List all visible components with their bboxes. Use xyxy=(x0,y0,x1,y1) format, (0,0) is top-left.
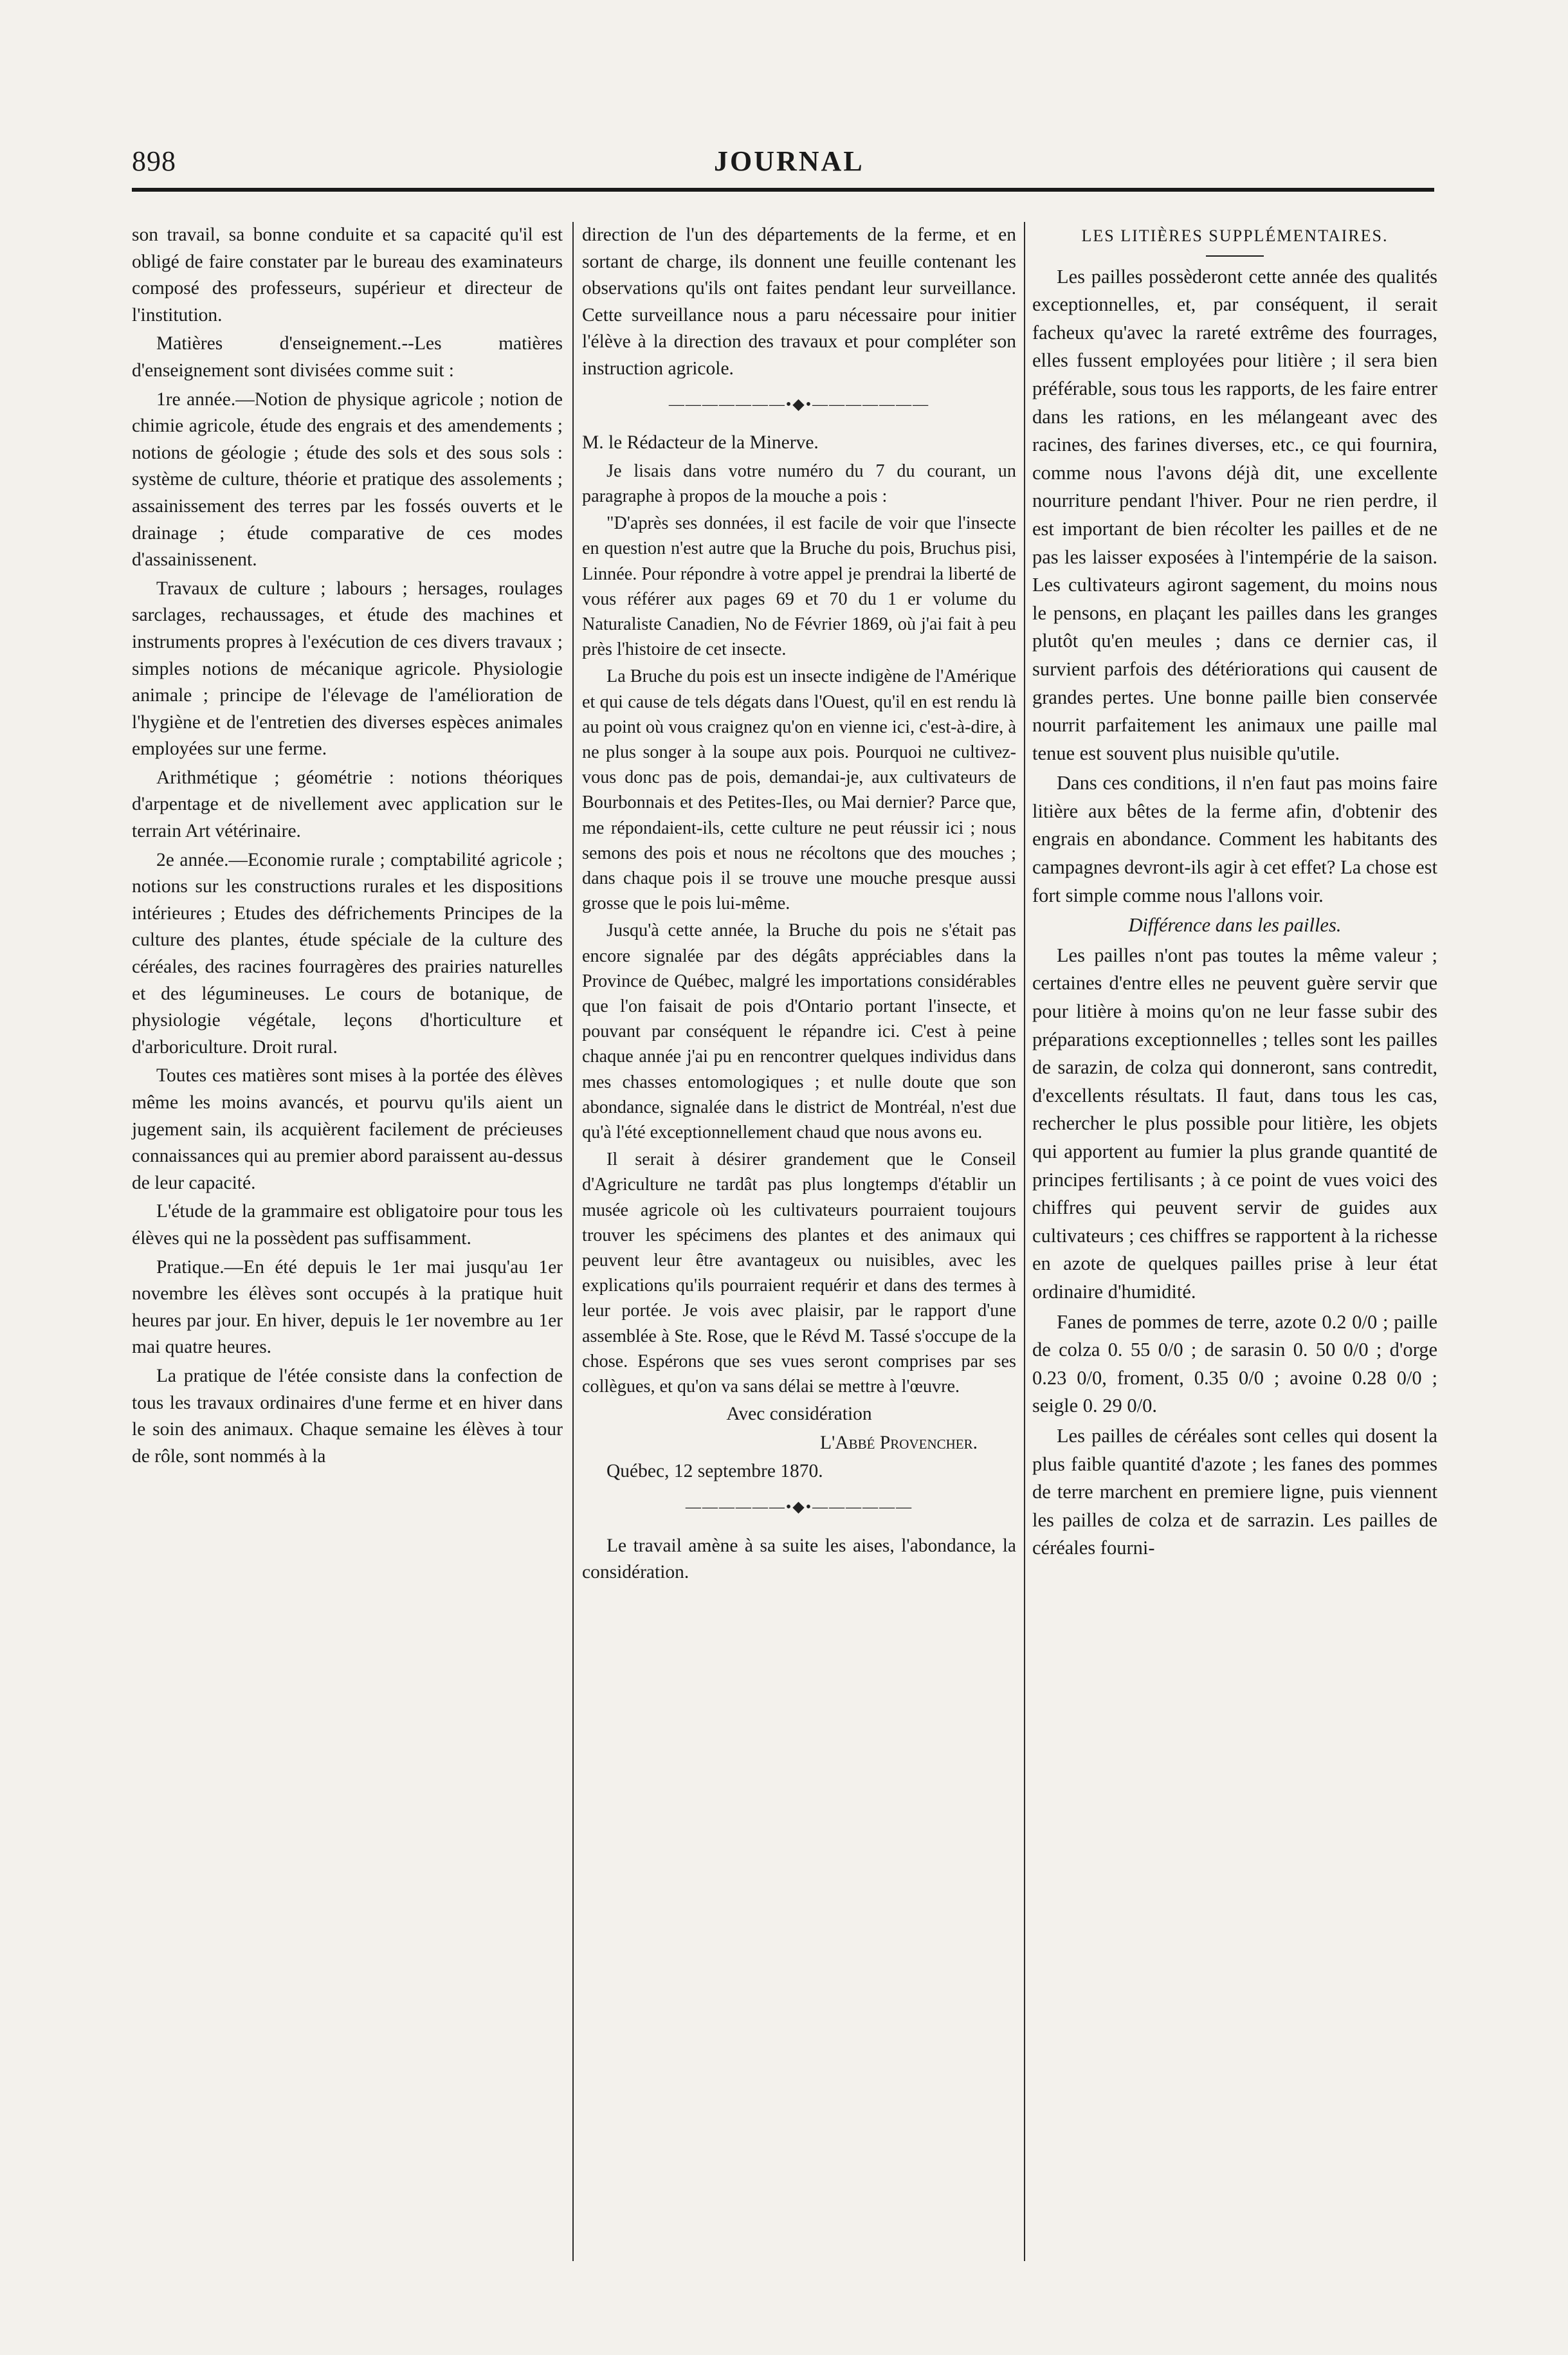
page-number: 898 xyxy=(132,145,176,177)
paragraph: L'étude de la grammaire est obligatoire pour tous les élèves qui ne la possèdent pas suffisamment. xyxy=(132,1201,563,1249)
column-divider-1 xyxy=(572,222,574,2261)
column-2 xyxy=(582,222,1016,2259)
paragraph: Les pailles possèderont cette année des qualités exceptionnelles, et, par conséquent, il serait facheux qu'avec la rareté extrême des fourrages, elles fussent employées pour litière ; il sera bien préférable, sous tous les rapports, de les faire entrer dans les rations, en les mélangeant avec des racines, des farines diverses, etc., ce qui fournira, comme nous l'avons déjà dit, une excellente nourriture pendant l'hiver. Pour ne rien perdre, il est important de bien récolter les pailles et de ne pas les laisser exposées à l'intempérie de la saison. Les cultivateurs agiront sagement, du moins nous le pensons, en plaçant les pailles dans les granges plutôt qu'en meules ; dans ce dernier cas, il survient parfois des détériorations qui causent de grandes pertes. Une bonne paille bien conservée nourrit parfaitement les animaux une paille mal tenue est souvent plus nuisible qu'utile. xyxy=(1032,265,1437,764)
paragraph: Je lisais dans votre numéro du 7 du courant, un paragraphe à propos de la mouche a pois : xyxy=(582,461,1016,506)
column-divider-2 xyxy=(1024,222,1025,2261)
paragraph: direction de l'un des départements de la ferme, et en sortant de charge, ils donnent une feuille contenant les observations qu'ils ont faites pendant leur surveillance. Cette surveillance nous a paru nécessaire pour initier l'élève à la direction des travaux et pour compléter son instruction agricole. xyxy=(582,225,1016,379)
paragraph: Arithmétique ; géométrie : notions théoriques d'arpentage et de nivellement avec application sur le terrain Art vétérinaire. xyxy=(132,767,563,842)
column-3 xyxy=(1032,222,1437,2259)
ornament-rule: ———————•◆•——————— xyxy=(668,396,930,413)
ornament-rule: ——————•◆•—————— xyxy=(685,1499,913,1516)
paragraph: Il serait à désirer grandement que le Conseil d'Agriculture ne tardât pas plus longtemps d'établir un musée agricole où les cultivateurs pourraient toujours trouver les spécimens des plantes et des animaux qui peuvent leur être avantageux ou nuisibles, avec les explications qu'ils pourraient requérir et dans des termes à leur portée. Je vois avec plaisir, par le rapport d'une assemblée à Ste. Rose, que le Révd M. Tassé s'occupe de la chose. Espérons que ses vues seront comprises par ses collègues, et qu'on va sans délai se mettre à l'œuvre. xyxy=(582,1150,1016,1397)
letter-dateline: Québec, 12 septembre 1870. xyxy=(606,1461,823,1482)
paragraph: Toutes ces matières sont mises à la portée des élèves même les moins avancés, et pourvu qu'ils aient un jugement sain, ils acquièrent facilement de précieuses connaissances qui au premier abord paraissent au-dessus de leur capacité. xyxy=(132,1065,563,1193)
paragraph: Le travail amène à sa suite les aises, l'abondance, la considération. xyxy=(582,1535,1016,1583)
paragraph: son travail, sa bonne conduite et sa capacité qu'il est obligé de faire constater par le bureau des examinateurs composé des professeurs, supérieur et directeur de l'institution. xyxy=(132,225,563,325)
paragraph: Matières d'enseignement.--Les matières d'enseignement sont divisées comme suit : xyxy=(132,333,563,381)
paragraph: Travaux de culture ; labours ; hersages, roulages sarclages, rechaussages, et étude des machines et instruments propres à l'exécution de ces divers travaux ; simples notions de mécanique agricole. Physiologie animale ; principe de l'élevage de l'amélioration de l'hygiène et de l'entretien des diverses espèces animales employées sur une ferme. xyxy=(132,578,563,760)
paragraph: La pratique de l'étée consiste dans la confection de tous les travaux ordinaires d'une ferme et en hiver dans le soin des animaux. Chaque semaine les élèves à tour de rôle, sont nommés à la xyxy=(132,1365,563,1467)
letter-signature: L'Abbé Provencher. xyxy=(820,1432,978,1453)
paragraph: Les pailles de céréales sont celles qui dosent la plus faible quantité d'azote ; les fanes des pommes de terre marchent en premiere ligne, puis viennent les pailles de colza et de sarrazin. Les pailles de céréales fourni- xyxy=(1032,1424,1437,1559)
header-rule xyxy=(132,188,1434,192)
paragraph: La Bruche du pois est un insecte indigène de l'Amérique et qui cause de tels dégats dans l'Ouest, qu'il en est rendu là au point où vous craignez qu'on en vienne ici, c'est-à-dire, à ne plus songer à la soupe aux pois. Pourquoi ne cultivez-vous donc pas de pois, demandai-je, aux cultivateurs de Bourbonnais et des Petites-Iles, ou Mai dernier? Parce que, me répondaient-ils, cette culture ne peut réussir ici ; nous semons des pois et nous ne récoltons que des mouches ; dans chaque pois il se trouve une mouche presque aussi grosse que le pois lui-même. xyxy=(582,666,1016,914)
section-subheading: Différence dans les pailles. xyxy=(1128,914,1342,937)
paragraph: Fanes de pommes de terre, azote 0.2 0/0 ; paille de colza 0. 55 0/0 ; de sarasin 0. 50 0/0 ; d'orge 0.23 0/0, froment, 0.35 0/0 ; avoine 0.28 0/0 ; seigle 0. 29 0/0. xyxy=(1032,1310,1437,1417)
paragraph: 1re année.—Notion de physique agricole ; notion de chimie agricole, étude des engrais et des amendements ; notions de géologie ; étude des sols et des sous sols : système de culture, théorie et pratique des assolements ; assainissement des terres par les fossés ouverts et le drainage ; étude comparative de ces modes d'assainissenent. xyxy=(132,389,563,571)
paragraph: Dans ces conditions, il n'en faut pas moins faire litière aux bêtes de la ferme afin, d'obtenir des engrais en abondance. Comment les habitants des campagnes devront-ils agir à cet effet? La chose est fort simple comme nous l'allons voir. xyxy=(1032,772,1437,906)
letter-body xyxy=(582,459,1016,1400)
letter-salutation: M. le Rédacteur de la Minerve. xyxy=(582,432,819,454)
paragraph: Pratique.—En été depuis le 1er mai jusqu'au 1er novembre les élèves sont occupés à la pratique huit heures par jour. En hiver, depuis le 1er novembre au 1er mai quatre heures. xyxy=(132,1256,563,1358)
paragraph: "D'après ses données, il est facile de voir que l'insecte en question n'est autre que la Bruche du pois, Bruchus pisi, Linnée. Pour répondre à votre appel je prendrai la liberté de vous référer aux pages 69 et 70 du 1 er volume du Naturaliste Canadien, No de Février 1869, où j'ai fait à peu près l'histoire de cet insecte. xyxy=(582,513,1016,660)
heading-rule xyxy=(1206,255,1264,257)
paragraph: 2e année.—Economie rurale ; comptabilité agricole ; notions sur les constructions rurales et les dispositions intérieures ; Etudes des défrichements Principes de la culture des plantes, étude spéciale de la culture des céréales, des racines fourragères des prairies naturelles et des légumineuses. Le cours de botanique, de physiologie végétale, leçons d'horticulture et d'arboriculture. Droit rural. xyxy=(132,849,563,1058)
paragraph: Les pailles n'ont pas toutes la même valeur ; certaines d'entre elles ne peuvent guère servir que pour litière à moins qu'on ne leur fasse subir des préparations exceptionnelles ; telles sont les pailles de sarazin, de colza qui donneront, sans contredit, d'excellents résultats. Il faut, dans tous les cas, rechercher le plus possible pour litière, les objets qui apportent au fumier la plus grande quantité de principes fertilisants ; à ce point de vues voici des chiffres qui peuvent servir de guides aux cultivateurs ; ces chiffres se rapportent à la richesse en azote de quelques pailles prise à leur état ordinaire d'humidité. xyxy=(1032,944,1437,1303)
section-heading: LES LITIÈRES SUPPLÉMENTAIRES. xyxy=(1081,226,1389,245)
running-head: JOURNAL xyxy=(714,145,864,177)
column-1 xyxy=(132,222,563,2259)
letter-closing: Avec considération xyxy=(726,1404,872,1425)
paragraph: Jusqu'à cette année, la Bruche du pois ne s'était pas encore signalée par des dégâts appréciables dans la Province de Québec, malgré les importations considérables que l'on faisait de pois d'Ontario portant l'insecte, et pouvant par conséquent le répandre ici. C'est à peine chaque année j'ai pu en rencontrer quelques individus dans mes chasses entomologiques ; et nulle doute que son abondance, signalée dans le district de Montréal, n'est due qu'à l'été exceptionnellement chaud que nous avons eu. xyxy=(582,921,1016,1143)
